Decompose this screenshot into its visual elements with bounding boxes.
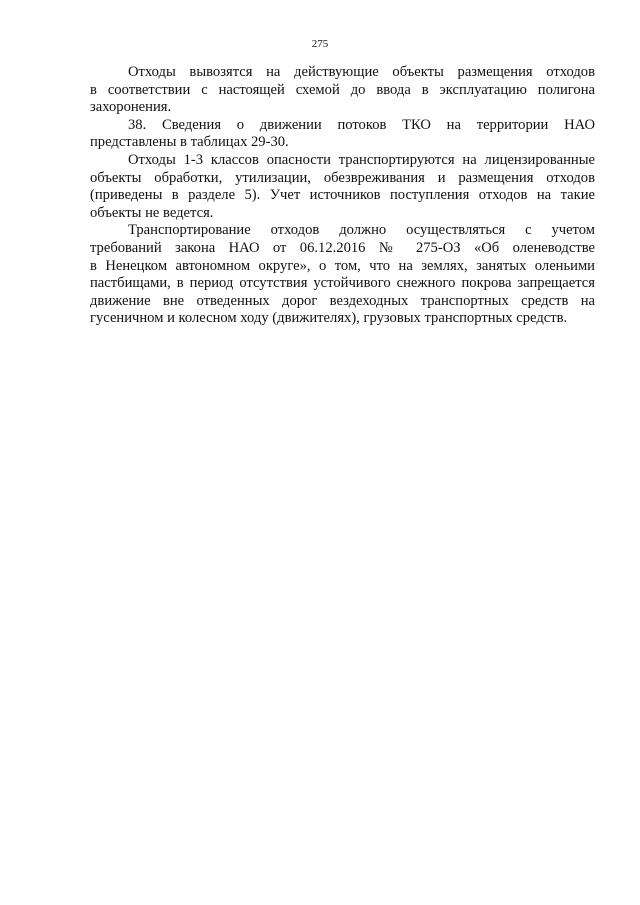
text-line: представлены в таблицах 29-30.: [90, 134, 289, 151]
document-body: [90, 64, 595, 328]
text-line: в соответствии с настоящей схемой до ввода в эксплуатацию полигона: [90, 81, 595, 98]
text-line: Отходы 1-3 классов опасности транспортируются на лицензированные: [128, 151, 595, 168]
text-line: гусеничном и колесном ходу (движителях), грузовых транспортных средств.: [90, 310, 568, 327]
text-line: пастбищами, в период отсутствия устойчивого снежного покрова запрещается: [90, 275, 595, 292]
text-line: объекты обработки, утилизации, обезвреживания и размещения отходов: [90, 169, 595, 186]
text-line: 38. Сведения о движении потоков ТКО на территории НАО: [128, 116, 595, 133]
paragraph-section-38: [90, 117, 595, 152]
paragraph-waste-removal: [90, 64, 595, 117]
text-line: требований закона НАО от 06.12.2016 № 275-ОЗ «Об оленеводстве: [90, 239, 595, 256]
page-number: 275: [311, 38, 329, 50]
text-line: Транспортирование отходов должно осуществляться с учетом: [128, 222, 595, 239]
paragraph-hazard-classes: [90, 152, 595, 222]
text-line: Отходы вывозятся на действующие объекты размещения отходов: [128, 64, 595, 80]
text-line: захоронения.: [90, 99, 172, 116]
text-line: объекты не ведется.: [90, 204, 214, 221]
text-line: в Ненецком автономном округе», о том, что на землях, занятых оленьими: [90, 257, 595, 274]
text-line: (приведены в разделе 5). Учет источников поступления отходов на такие: [90, 187, 595, 204]
text-line: движение вне отведенных дорог вездеходных транспортных средств на: [90, 292, 595, 309]
paragraph-transportation-law: [90, 222, 595, 328]
